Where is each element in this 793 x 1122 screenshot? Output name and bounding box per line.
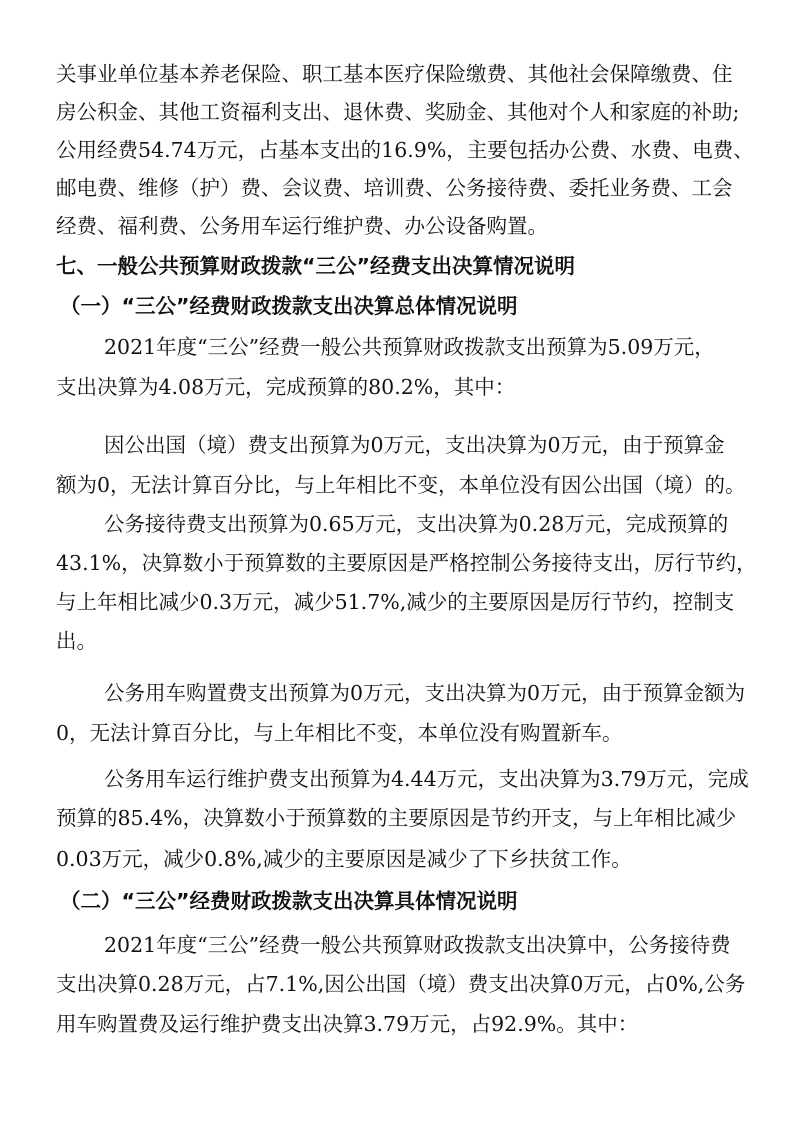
body-line: 公用经费54.74万元，占基本支出的16.9%，主要包括办公费、水费、电费、 (56, 138, 754, 162)
body-line: 43.1%，决算数小于预算数的主要原因是严格控制公务接待支出，厉行节约， (56, 551, 757, 575)
subsection-heading: （一）“三公”经费财政拨款支出决算总体情况说明 (60, 294, 518, 318)
body-line: 2021年度“三公”经费一般公共预算财政拨款支出预算为5.09万元， (104, 335, 715, 359)
body-line: 房公积金、其他工资福利支出、退休费、奖励金、其他对个人和家庭的补助; (56, 100, 740, 124)
body-line: 邮电费、维修（护）费、会议费、培训费、公务接待费、委托业务费、工会 (56, 176, 733, 200)
body-line: 额为0，无法计算百分比，与上年相比不变，本单位没有因公出国（境）的。 (56, 473, 746, 497)
body-line: 支出决算0.28万元，占7.1%,因公出国（境）费支出决算0万元，占0%,公务 (56, 972, 746, 996)
subsection-heading: （二）“三公”经费财政拨款支出决算具体情况说明 (60, 889, 518, 913)
body-line: 与上年相比减少0.3万元，减少51.7%,减少的主要原因是厉行节约，控制支 (56, 590, 735, 614)
body-line: 支出决算为4.08万元，完成预算的80.2%，其中： (56, 375, 516, 399)
body-line: 因公出国（境）费支出预算为0万元，支出决算为0万元，由于预算金 (104, 433, 725, 457)
body-line: 公务用车购置费支出预算为0万元，支出决算为0万元，由于预算金额为 (104, 681, 746, 705)
body-line: 预算的85.4%，决算数小于预算数的主要原因是节约开支，与上年相比减少 (56, 806, 737, 830)
body-line: 2021年度“三公”经费一般公共预算财政拨款支出决算中，公务接待费 (104, 933, 731, 957)
body-line: 用车购置费及运行维护费支出决算3.79万元，占92.9%。其中： (56, 1012, 639, 1036)
body-line: 0，无法计算百分比，与上年相比不变，本单位没有购置新车。 (56, 721, 623, 745)
body-line: 经费、福利费、公务用车运行维护费、办公设备购置。 (56, 214, 548, 238)
body-line: 关事业单位基本养老保险、职工基本医疗保险缴费、其他社会保障缴费、住 (56, 62, 733, 86)
body-line: 公务接待费支出预算为0.65万元，支出决算为0.28万元，完成预算的 (104, 512, 729, 536)
section-heading: 七、一般公共预算财政拨款“三公”经费支出决算情况说明 (56, 254, 575, 278)
body-line: 公务用车运行维护费支出预算为4.44万元，支出决算为3.79万元，完成 (104, 767, 749, 791)
body-line: 0.03万元，减少0.8%,减少的主要原因是减少了下乡扶贫工作。 (56, 847, 632, 871)
body-line: 出。 (56, 629, 97, 653)
